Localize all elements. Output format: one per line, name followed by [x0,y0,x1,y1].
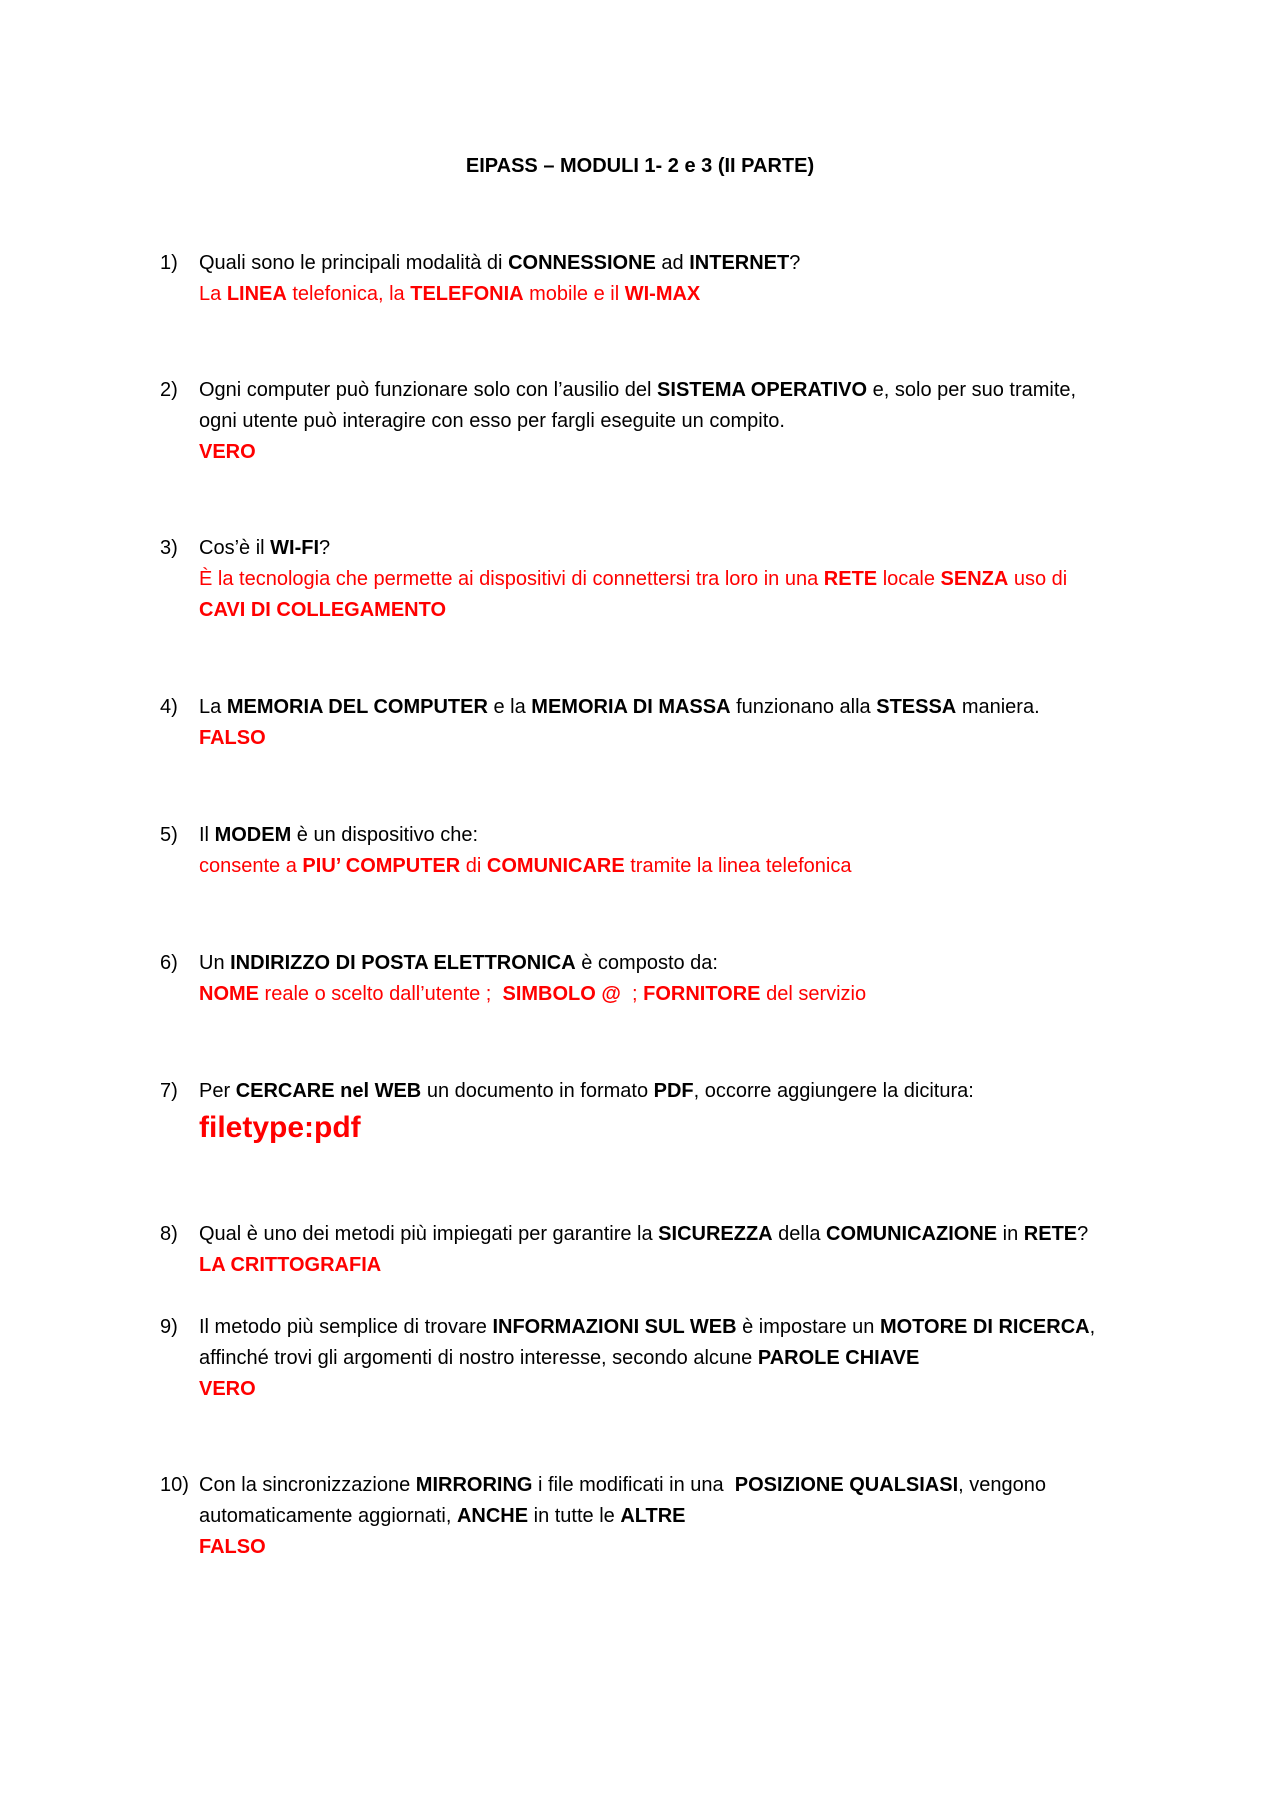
question-text: Il metodo più semplice di trovare INFORMAZIONI SUL WEB è impostare un MOTORE DI RICERCA, [199,1316,1096,1338]
question-text-line-2: automaticamente aggiornati, ANCHE in tutte le ALTRE [199,1505,686,1527]
question-number: 3) [160,537,178,559]
question-4 [160,692,1150,754]
document-title: EIPASS – MODULI 1- 2 e 3 (II PARTE) [465,155,815,177]
answer-text: FALSO [199,1536,266,1558]
question-text: Qual è uno dei metodi più impiegati per garantire la SICUREZZA della COMUNICAZIONE in RETE? [199,1223,1089,1245]
question-3 [160,533,1150,626]
question-text: Con la sincronizzazione MIRRORING i file modificati in una POSIZIONE QUALSIASI, vengono [199,1474,1046,1496]
answer-text: filetype:pdf [199,1111,361,1144]
answer-text: FALSO [199,727,266,749]
question-text: Per CERCARE nel WEB un documento in formato PDF, occorre aggiungere la dicitura: [199,1080,974,1102]
answer-text: VERO [199,441,256,463]
question-body [199,692,1150,754]
question-number: 9) [160,1316,178,1338]
question-text: La MEMORIA DEL COMPUTER e la MEMORIA DI MASSA funzionano alla STESSA maniera. [199,696,1040,718]
question-number: 5) [160,824,178,846]
question-body [199,248,1150,310]
question-9 [160,1312,1150,1405]
question-10 [160,1470,1150,1563]
question-number: 6) [160,952,178,974]
question-number: 1) [160,252,178,274]
question-body [199,820,1150,882]
question-7 [160,1076,1150,1149]
question-number: 7) [160,1080,178,1102]
question-1 [160,248,1150,310]
question-body [199,533,1150,626]
question-text: Il MODEM è un dispositivo che: [199,824,479,846]
question-2 [160,375,1150,468]
question-6 [160,948,1150,1010]
question-body [199,948,1150,1010]
question-body [199,1219,1150,1281]
question-body [199,375,1150,468]
question-text-line-2: affinché trovi gli argomenti di nostro interesse, secondo alcune PAROLE CHIAVE [199,1347,920,1369]
question-body [199,1076,1150,1149]
question-number: 10) [160,1474,189,1496]
question-5 [160,820,1150,882]
question-text-line-2: ogni utente può interagire con esso per fargli eseguite un compito. [199,410,785,432]
question-text: Ogni computer può funzionare solo con l’ausilio del SISTEMA OPERATIVO e, solo per suo tramite, [199,379,1077,401]
question-body [199,1312,1150,1405]
question-text: Cos’è il WI-FI? [199,537,331,559]
question-number: 2) [160,379,178,401]
question-8 [160,1219,1150,1281]
answer-text-line-2: CAVI DI COLLEGAMENTO [199,599,447,621]
answer-text: È la tecnologia che permette ai dispositivi di connettersi tra loro in una RETE locale SENZA uso di [199,568,1068,590]
question-body [199,1470,1150,1563]
answer-text: La LINEA telefonica, la TELEFONIA mobile e il WI-MAX [199,283,701,305]
answer-text: VERO [199,1378,256,1400]
answer-text: consente a PIU’ COMPUTER di COMUNICARE tramite la linea telefonica [199,855,852,877]
question-number: 8) [160,1223,178,1245]
answer-text: LA CRITTOGRAFIA [199,1254,382,1276]
question-number: 4) [160,696,178,718]
question-text: Un INDIRIZZO DI POSTA ELETTRONICA è composto da: [199,952,718,974]
question-text: Quali sono le principali modalità di CONNESSIONE ad INTERNET? [199,252,801,274]
answer-text: NOME reale o scelto dall’utente ; SIMBOLO @ ; FORNITORE del servizio [199,983,867,1005]
